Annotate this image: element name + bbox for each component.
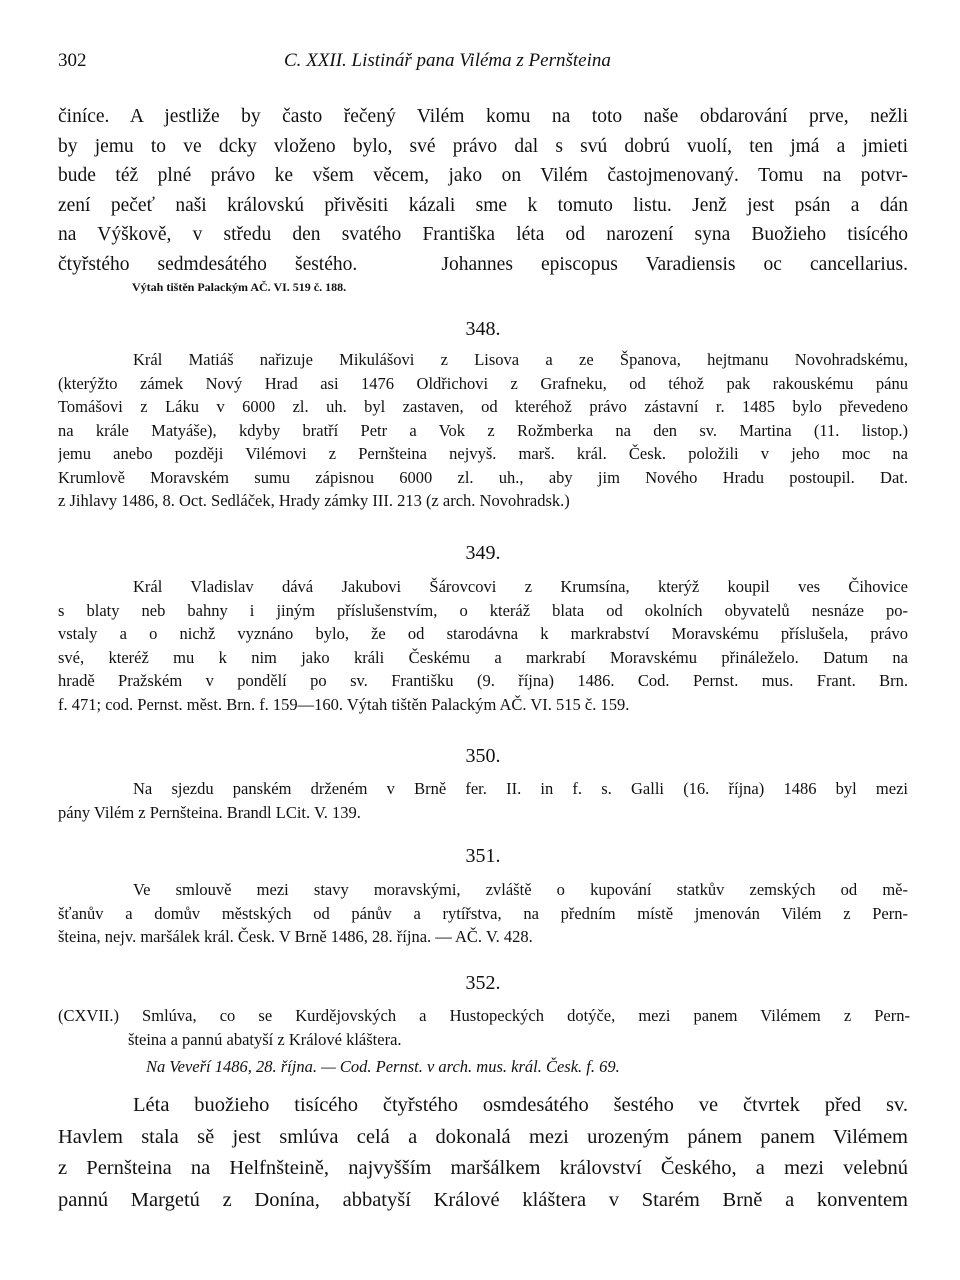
text-line: činíce. A jestliže by často řečený Vilém komu na toto naše obdarování prve, nežli bbox=[58, 106, 908, 127]
document-page bbox=[58, 50, 910, 1211]
text-line: čtyřstého sedmdesátého šestého. Johannes episcopus Varadiensis oc cancellarius. bbox=[58, 253, 908, 275]
text-line: vstaly a o nichž vyznáno bylo, že od starodávna k markrabství Moravskému příslušela, právo bbox=[58, 624, 908, 643]
text-line: na krále Matyáše), kdyby bratří Petr a Vok z Rožmberka na den sv. Martina (11. listop.) bbox=[58, 420, 908, 440]
text-line: šteina, nejv. maršálek král. Česk. V Brně 1486, 28. října. — AČ. V. 428. bbox=[58, 927, 533, 946]
entry-351-regest bbox=[58, 878, 908, 949]
text-line: šteina a pannú abatyší z Králové kláštera. bbox=[128, 1029, 402, 1049]
entry-352-text bbox=[58, 1090, 908, 1216]
entry-348-regest bbox=[58, 348, 908, 513]
text-line: zení pečeť naši královskú přivěsiti kázali sme k tomuto listu. Jenž jest psán a dán bbox=[58, 194, 908, 216]
text-line: Ve smlouvě mezi stavy moravskými, zvláště o kupování statkův zemských od mě- bbox=[133, 880, 908, 899]
intro-note: Výtah tištěn Palackým AČ. VI. 519 č. 188. bbox=[132, 280, 347, 294]
text-line: jemu anebo později Vilémovi z Pernšteina nejvyš. marš. král. Česk. položili v jeho moc na bbox=[58, 444, 908, 463]
entry-352-heading bbox=[58, 1004, 910, 1051]
text-line: Léta buožieho tisícého čtyřstého osmdesátého šestého ve čtvrtek před sv. bbox=[133, 1094, 908, 1116]
entry-350-regest bbox=[58, 777, 908, 824]
page-number: 302 bbox=[58, 50, 87, 71]
text-line: šťanův a domův městských od pánův a rytířstva, na předním místě jmenován Vilém z Pern- bbox=[58, 903, 908, 923]
text-line: f. 471; cod. Pernst. měst. Brn. f. 159—160. Výtah tištěn Palackým AČ. VI. 515 č. 159. bbox=[58, 694, 630, 714]
text-line: své, kteréž mu k nim jako králi Českému a markrabí Moravskému přináleželo. Datum na bbox=[58, 647, 908, 667]
text-line: Na Veveří 1486, 28. října. — Cod. Pernst. v arch. mus. král. Česk. f. 69. bbox=[146, 1057, 620, 1076]
text-line: Tomášovi z Láku v 6000 zl. uh. byl zastaven, od kteréhož právo zástavní r. 1485 bylo převedeno bbox=[58, 397, 908, 416]
text-line: Král Vladislav dává Jakubovi Šárovcovi z Krumsína, kterýž koupil ves Čihovice bbox=[133, 577, 908, 596]
entry-352-source bbox=[146, 1055, 906, 1079]
text-line: pány Vilém z Pernšteina. Brandl LCit. V. 139. bbox=[58, 802, 361, 822]
text-line: s blaty neb bahny i jiným příslušenstvím, o kteráž blata od okolních obyvatelů nesnáze po- bbox=[58, 600, 908, 620]
text-line: z Jihlavy 1486, 8. Oct. Sedláček, Hrady zámky III. 213 (z arch. Novohradsk.) bbox=[58, 491, 570, 510]
running-title: C. XXII. Listinář pana Viléma z Pernšteina bbox=[284, 50, 611, 71]
entry-number-348: 348. bbox=[465, 318, 501, 340]
intro-paragraph bbox=[58, 102, 908, 279]
page-header bbox=[58, 50, 908, 84]
entry-number-349: 349. bbox=[465, 542, 501, 564]
text-line: z Pernšteina na Helfnšteině, najvyšším maršálkem království Českého, a mezi velebnú bbox=[58, 1157, 908, 1179]
text-line: (CXVII.) Smlúva, co se Kurdějovských a Hustopeckých dotýče, mezi panem Vilémem z Pern- bbox=[58, 1006, 910, 1025]
text-line: Král Matiáš nařizuje Mikulášovi z Lisova a ze Španova, hejtmanu Novohradskému, bbox=[133, 350, 908, 369]
entry-number-352: 352. bbox=[465, 972, 501, 994]
text-line: Krumlově Moravském sumu zápisnou 6000 zl. uh., aby jim Nového Hradu postoupil. Dat. bbox=[58, 467, 908, 487]
text-line: na Výškově, v středu den svatého Františka léta od narození syna Buožieho tisícého bbox=[58, 224, 908, 245]
text-line: hradě Pražském v pondělí po sv. Františku (9. října) 1486. Cod. Pernst. mus. Frant. Brn. bbox=[58, 671, 908, 690]
text-line: Na sjezdu panském drženém v Brně fer. II. in f. s. Galli (16. října) 1486 byl mezi bbox=[133, 779, 908, 798]
text-line: (kterýžto zámek Nový Hrad asi 1476 Oldřichovi z Grafneku, od téhož pak rakouskému pánu bbox=[58, 373, 908, 393]
entry-349-regest bbox=[58, 575, 908, 716]
text-line: pannú Margetú z Donína, abbatyší Králové kláštera v Starém Brně a konventem bbox=[58, 1188, 908, 1211]
text-line: bude též plné právo ke všem věcem, jako on Vilém častojmenovaný. Tomu na potvr- bbox=[58, 165, 908, 186]
entry-number-351: 351. bbox=[465, 845, 501, 867]
text-line: by jemu to ve dcky vloženo bylo, své právo dal s svú dobrú vuolí, ten jmá a jmieti bbox=[58, 135, 908, 157]
text-line: Havlem stala sě jest smlúva celá a dokonalá mezi urozeným pánem panem Vilémem bbox=[58, 1125, 908, 1148]
entry-number-350: 350. bbox=[465, 745, 501, 767]
